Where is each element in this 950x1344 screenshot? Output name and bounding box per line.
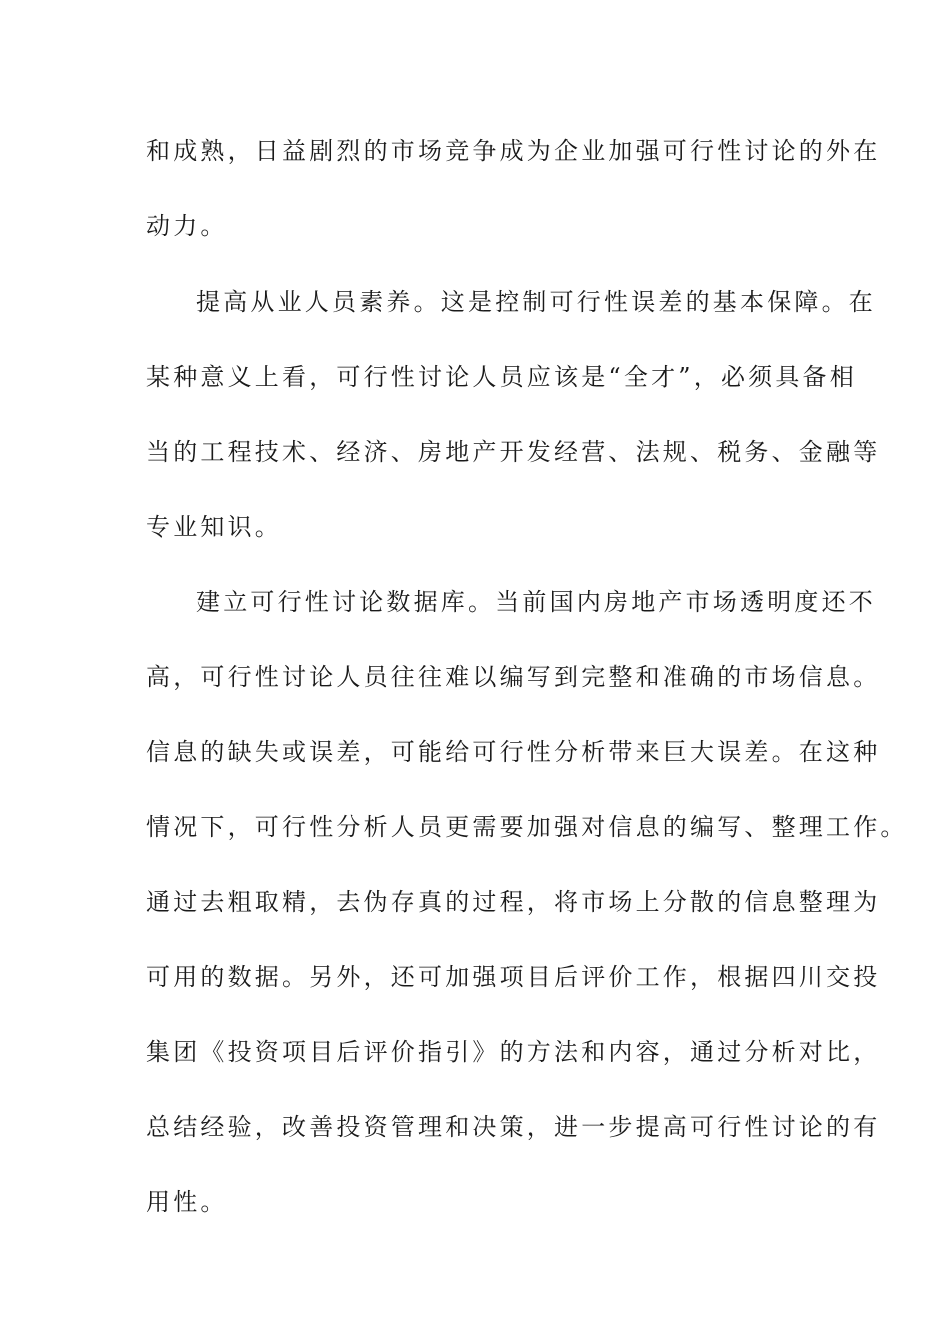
paragraph-start-line: 提高从业人员素养。这是控制可行性误差的基本保障。在 (196, 288, 876, 316)
text-line: 用性。 (146, 1188, 228, 1216)
text-line: 当的工程技术、经济、房地产开发经营、法规、税务、金融等 (146, 438, 881, 466)
text-line: 动力。 (146, 212, 228, 240)
text-line: 情况下，可行性分析人员更需要加强对信息的编写、整理工作。 (146, 813, 908, 841)
text-line: 和成熟，日益剧烈的市场竞争成为企业加强可行性讨论的外在 (146, 137, 881, 165)
text-line: 信息的缺失或误差，可能给可行性分析带来巨大误差。在这种 (146, 738, 881, 766)
text-line: 通过去粗取精，去伪存真的过程，将市场上分散的信息整理为 (146, 888, 881, 916)
text-line: 专业知识。 (146, 513, 282, 541)
paragraph-start-line: 建立可行性讨论数据库。当前国内房地产市场透明度还不 (196, 588, 876, 616)
text-line: 某种意义上看，可行性讨论人员应该是“全才”，必须具备相 (146, 363, 857, 391)
text-line: 高，可行性讨论人员往往难以编写到完整和准确的市场信息。 (146, 663, 881, 691)
text-line: 可用的数据。另外，还可加强项目后评价工作，根据四川交投 (146, 963, 881, 991)
text-line: 集团《投资项目后评价指引》的方法和内容，通过分析对比， (146, 1038, 881, 1066)
text-line: 总结经验，改善投资管理和决策，进一步提高可行性讨论的有 (146, 1113, 881, 1141)
